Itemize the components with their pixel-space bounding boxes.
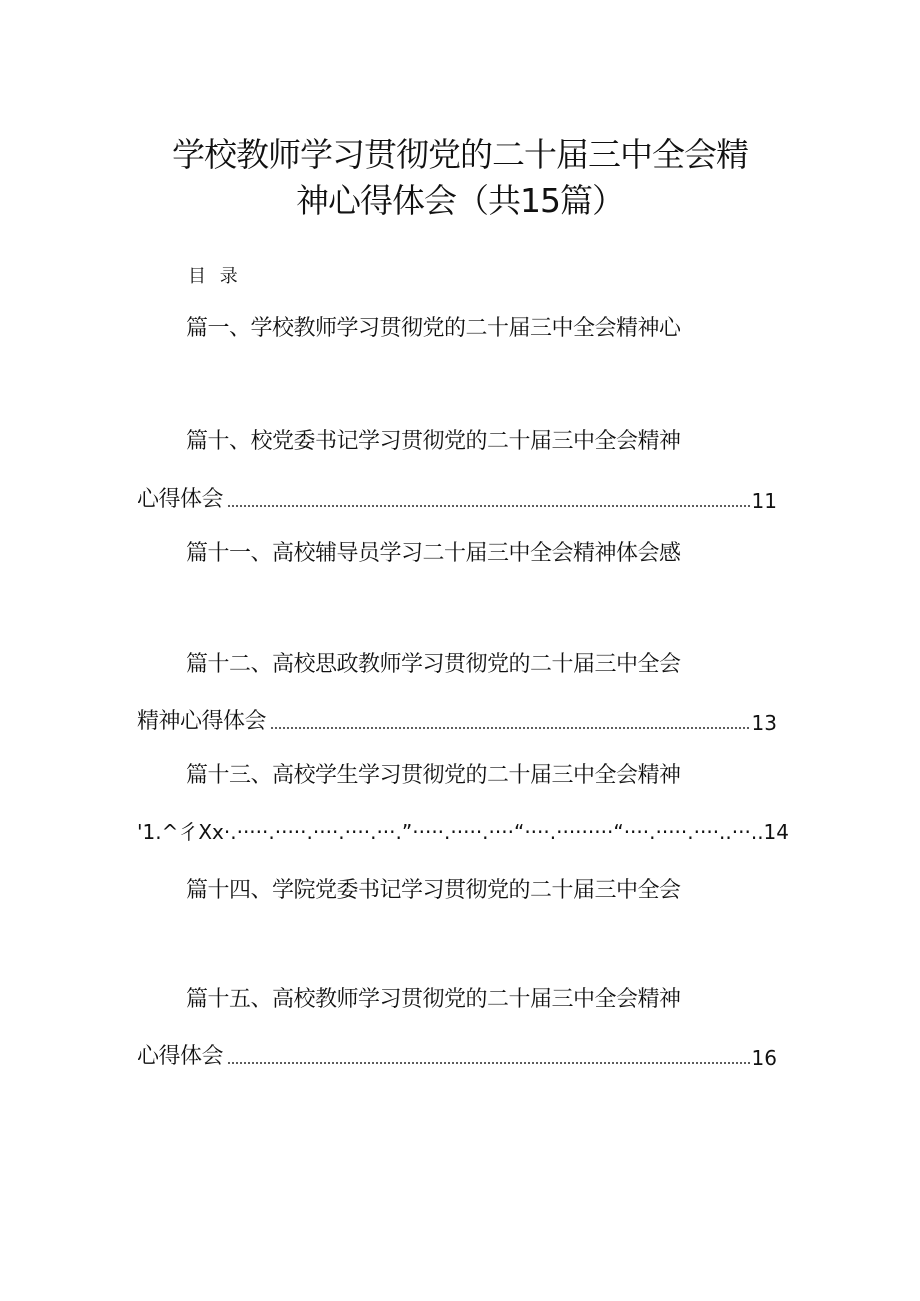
toc-entry-13[interactable]: 篇十三、高校学生学习贯彻党的二十届三中全会精神 xyxy=(186,763,681,788)
dot-leader xyxy=(227,505,750,507)
toc-entry-12[interactable]: 篇十二、高校思政教师学习贯彻党的二十届三中全会 xyxy=(186,652,681,677)
toc-entry-15-page: 16 xyxy=(751,1046,777,1070)
toc-entry-1[interactable]: 篇一、学校教师学习贯彻党的二十届三中全会精神心 xyxy=(186,316,681,341)
toc-entry-10-continuation: 心得体会 xyxy=(137,487,224,512)
toc-entry-10-leader[interactable] xyxy=(137,485,777,511)
toc-entry-10[interactable]: 篇十、校党委书记学习贯彻党的二十届三中全会精神 xyxy=(186,429,681,454)
toc-entry-12-continuation: 精神心得体会 xyxy=(137,709,267,734)
toc-entry-13-continuation[interactable]: '1.^彳Xx·.·····.·····.····.····.···.”·····.·····.····“····.·········“····.·····.····..···..14 xyxy=(137,820,790,844)
document-title-line-2: 神心得体会（共15篇） xyxy=(296,181,624,220)
toc-entry-15-continuation: 心得体会 xyxy=(137,1044,224,1069)
toc-heading: 目 录 xyxy=(188,266,242,287)
dot-leader xyxy=(270,727,750,729)
toc-entry-10-page: 11 xyxy=(751,489,777,513)
toc-entry-15-leader[interactable] xyxy=(137,1042,777,1068)
document-title-line-1: 学校教师学习贯彻党的二十届三中全会精 xyxy=(172,135,748,174)
toc-entry-14[interactable]: 篇十四、学院党委书记学习贯彻党的二十届三中全会 xyxy=(186,878,681,903)
dot-leader xyxy=(227,1062,750,1064)
toc-entry-11[interactable]: 篇十一、高校辅导员学习二十届三中全会精神体会感 xyxy=(186,541,681,566)
toc-entry-15[interactable]: 篇十五、高校教师学习贯彻党的二十届三中全会精神 xyxy=(186,987,681,1012)
toc-entry-12-page: 13 xyxy=(751,711,777,735)
toc-entry-12-leader[interactable] xyxy=(137,707,777,733)
